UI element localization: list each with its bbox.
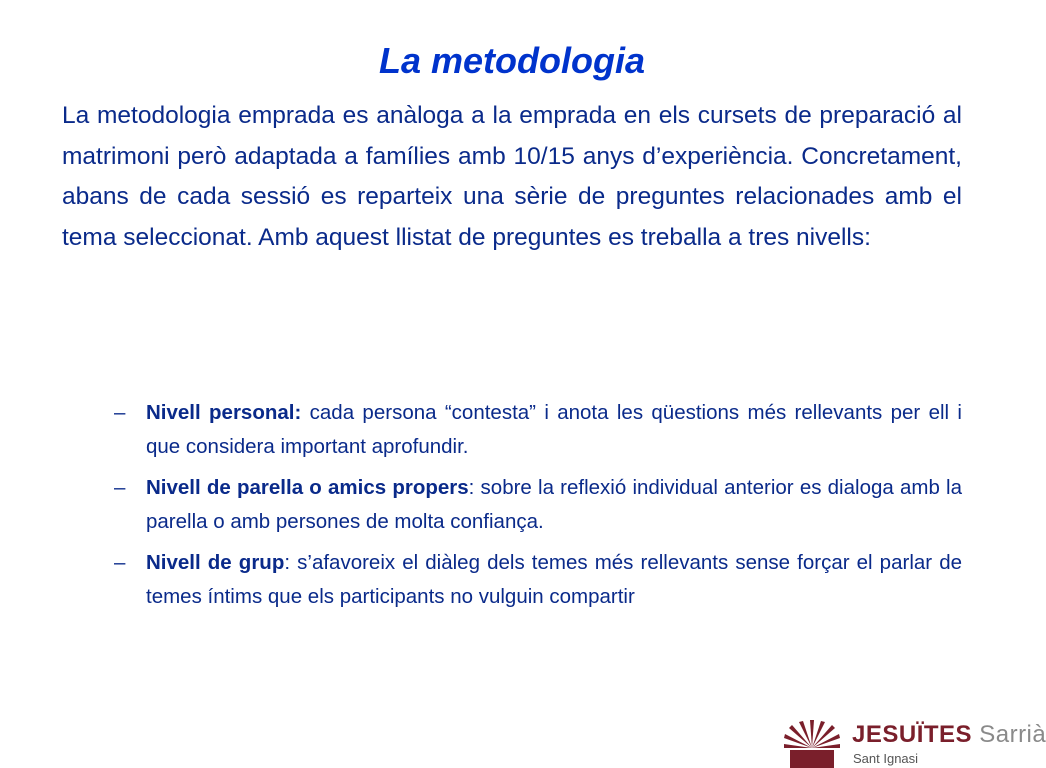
bullet-label: Nivell de parella o amics propers xyxy=(146,476,469,499)
list-item-couple xyxy=(112,471,962,539)
dash-marker: – xyxy=(114,551,126,574)
bullet-label: Nivell de grup xyxy=(146,551,285,574)
levels-list xyxy=(112,396,962,621)
bullet-text: cada persona “contesta” i anota les qüestions més rellevants per ell i que considera important aprofundir. xyxy=(146,401,962,458)
list-item-personal xyxy=(112,396,962,464)
bullet-label: Nivell personal: xyxy=(146,401,302,424)
school-logo xyxy=(784,718,1046,768)
logo-name xyxy=(852,722,1046,748)
logo-name-strong: JESUÏTES xyxy=(852,721,973,748)
jesuit-rays-icon xyxy=(784,718,840,768)
list-item-group xyxy=(112,546,962,614)
bullet-text: : sobre la reflexió individual anterior es dialoga amb la parella o amb persones de molta confiança. xyxy=(146,476,962,533)
slide-title: La metodologia xyxy=(378,40,645,81)
logo-name-light: Sarrià xyxy=(972,721,1046,748)
logo-subtitle: Sant Ignasi xyxy=(853,751,919,766)
intro-paragraph: La metodologia emprada es anàloga a la emprada en els cursets de preparació al matrimoni però adaptada a famílies amb 10/15 anys d’experiència. Concretament, abans de cada sessió es reparteix una sèrie de preguntes relacionades amb el tema seleccionat. Amb aquest llistat de preguntes es treballa a tres nivells: xyxy=(62,102,962,251)
dash-marker: – xyxy=(114,476,126,499)
dash-marker: – xyxy=(114,401,126,424)
bullet-text: : s’afavoreix el diàleg dels temes més rellevants sense forçar el parlar de temes íntims que els participants no vulguin compartir xyxy=(146,551,962,608)
